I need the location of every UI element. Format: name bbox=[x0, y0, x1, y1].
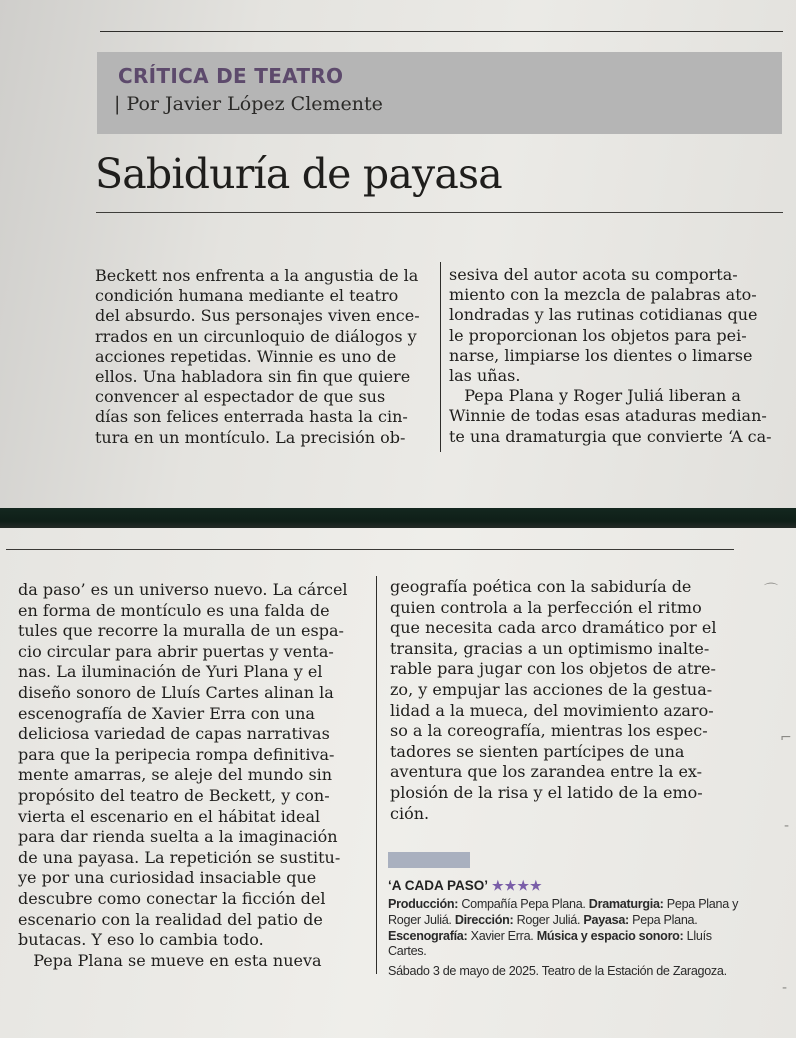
credits bbox=[388, 897, 738, 982]
credit-value: Roger Juliá. bbox=[513, 912, 584, 927]
text-line: mente amarras, se aleje del mundo sin bbox=[18, 765, 333, 785]
headline: Sabiduría de payasa bbox=[95, 150, 502, 198]
text-line: Beckett nos enfrenta a la angustia de la bbox=[95, 266, 419, 285]
text-line: cio circular para abrir puertas y venta- bbox=[18, 641, 334, 661]
credits-line bbox=[388, 929, 738, 945]
edge-mark-icon: ⌒ bbox=[764, 583, 778, 599]
text-line: so a la coreografía, mientras los espec- bbox=[390, 721, 708, 741]
text-line: descubre como conectar la ficción del bbox=[18, 888, 326, 908]
rating-stars-icon: ★★★★ bbox=[492, 878, 543, 893]
text-line: rable para jugar con los objetos de atre- bbox=[390, 659, 716, 679]
text-line: de una payasa. La repetición se sustitu- bbox=[18, 847, 341, 867]
byline bbox=[114, 93, 383, 115]
credit-label: Escenografía: bbox=[388, 928, 468, 943]
text-line: tules que recorre la muralla de un espa- bbox=[18, 621, 344, 641]
text-line: londradas y las rutinas cotidianas que bbox=[449, 305, 758, 325]
text-line: las uñas. bbox=[449, 365, 521, 385]
text-line: narse, limpiarse los dientes o limarse bbox=[449, 345, 753, 365]
text-line: plosión de la risa y el latido de la emo- bbox=[390, 782, 703, 802]
text-line: nas. La iluminación de Yuri Plana y el bbox=[18, 662, 323, 682]
top-column-divider bbox=[440, 262, 441, 452]
credit-label: Producción: bbox=[388, 897, 459, 911]
text-line: ción. bbox=[390, 803, 430, 823]
top-column-1 bbox=[95, 266, 420, 448]
text-line: geografía poética con la sabiduría de bbox=[390, 577, 692, 596]
text-line: quien controla a la perfección el ritmo bbox=[390, 597, 702, 617]
text-line: convencer al espectador de que sus bbox=[95, 387, 386, 407]
factsheet-bar bbox=[388, 852, 470, 868]
bottom-column-1 bbox=[18, 580, 348, 971]
date-venue: Sábado 3 de mayo de 2025. Teatro de la Estación de Zaragoza. bbox=[388, 964, 727, 979]
byline-author: Por Javier López Clemente bbox=[126, 93, 383, 115]
text-line: Winnie de todas esas ataduras median- bbox=[449, 406, 767, 426]
headline-rule bbox=[96, 212, 783, 213]
text-line: tura en un montículo. La precisión ob- bbox=[95, 427, 406, 447]
byline-bar: | bbox=[114, 93, 121, 115]
credits-line bbox=[388, 944, 738, 960]
text-line: vierta el escenario en el hábitat ideal bbox=[18, 806, 321, 826]
text-line: tadores se sienten partícipes de una bbox=[390, 741, 685, 761]
show-title bbox=[388, 878, 543, 894]
text-line: Pepa Plana se mueve en esta nueva bbox=[18, 950, 322, 970]
show-title-text: ‘A CADA PASO’ bbox=[388, 878, 489, 893]
credit-label: Dirección: bbox=[454, 912, 514, 927]
text-line: le proporcionan los objetos para pei- bbox=[449, 325, 747, 345]
credit-value: Lluís bbox=[683, 928, 712, 943]
text-line: te una dramaturgia que convierte ‘A ca- bbox=[449, 426, 772, 446]
text-line: diseño sonoro de Lluís Cartes alinan la bbox=[18, 682, 334, 702]
credit-value: Compañía Pepa Plana. bbox=[458, 897, 589, 911]
bottom-column-divider bbox=[376, 576, 377, 974]
text-line: butacas. Y eso lo cambia todo. bbox=[18, 930, 264, 950]
credit-value: Pepa Plana y bbox=[663, 897, 739, 911]
edge-mark-icon: ‐ bbox=[784, 818, 790, 834]
text-line: da paso’ es un universo nuevo. La cárcel bbox=[18, 580, 348, 599]
credits-line bbox=[388, 913, 738, 929]
text-line: zo, y empujar las acciones de la gestua- bbox=[390, 679, 713, 699]
text-line: condición humana mediante el teatro bbox=[95, 286, 399, 306]
text-line: en forma de montículo es una falda de bbox=[18, 600, 330, 620]
text-line: escenografía de Xavier Erra con una bbox=[18, 703, 315, 723]
text-line: para dar rienda suelta a la imaginación bbox=[18, 827, 338, 847]
text-line: lidad a la mueca, del movimiento azaro- bbox=[390, 700, 714, 720]
credit-value: Pepa Plana. bbox=[628, 912, 698, 927]
top-rule bbox=[100, 31, 783, 32]
text-line: escenario con la realidad del patio de bbox=[18, 909, 323, 929]
section-label: CRÍTICA DE TEATRO bbox=[118, 64, 344, 88]
background-gap bbox=[0, 508, 796, 530]
credits-line bbox=[388, 897, 738, 913]
text-line: Pepa Plana y Roger Juliá liberan a bbox=[449, 386, 741, 406]
text-line: miento con la mezcla de palabras ato- bbox=[449, 285, 757, 305]
credit-value: Roger Juliá. bbox=[388, 912, 455, 927]
text-line: transita, gracias a un optimismo inalte- bbox=[390, 638, 710, 658]
text-line: días son felices enterrada hasta la cin- bbox=[95, 407, 408, 427]
text-line: propósito del teatro de Beckett, y con- bbox=[18, 785, 330, 805]
credit-label: Música y espacio sonoro: bbox=[536, 928, 684, 943]
edge-mark-icon: ⌐ bbox=[780, 730, 792, 746]
credit-label: Dramaturgia: bbox=[588, 897, 664, 911]
text-line: ye por una curiosidad insaciable que bbox=[18, 868, 317, 888]
text-line: del absurdo. Sus personajes viven ence- bbox=[95, 306, 420, 326]
bottom-column-2 bbox=[390, 577, 716, 824]
credit-value: Xavier Erra. bbox=[467, 928, 537, 943]
text-line: sesiva del autor acota su comporta- bbox=[449, 265, 738, 284]
text-line: ellos. Una habladora sin fin que quiere bbox=[95, 366, 411, 386]
bottom-top-rule bbox=[6, 549, 734, 550]
text-line: aventura que los zarandea entre la ex- bbox=[390, 762, 703, 782]
top-column-2 bbox=[449, 265, 772, 447]
credit-value: Cartes. bbox=[388, 944, 427, 959]
text-line: que necesita cada arco dramático por el bbox=[390, 618, 717, 638]
text-line: para que la peripecia rompa definitiva- bbox=[18, 744, 335, 764]
text-line: deliciosa variedad de capas narrativas bbox=[18, 724, 330, 744]
edge-mark-icon: ‐ bbox=[782, 980, 788, 996]
text-line: acciones repetidas. Winnie es uno de bbox=[95, 346, 397, 366]
credit-label: Payasa: bbox=[583, 912, 629, 927]
text-line: rrados en un circunloquio de diálogos y bbox=[95, 326, 417, 346]
